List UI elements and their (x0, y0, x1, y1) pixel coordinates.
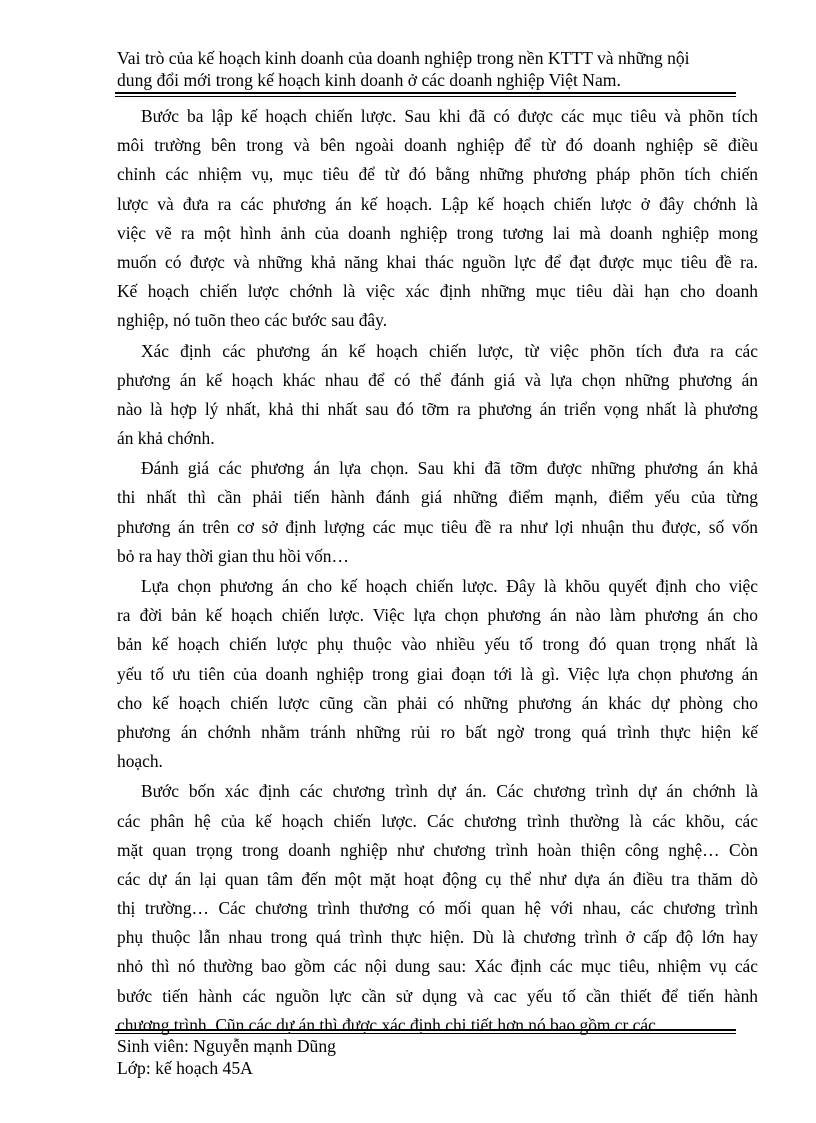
paragraph-line: phương án kế hoạch khác nhau để có thể đánh giá và lựa chọn những phương án (117, 369, 758, 390)
paragraph-line: nhỏ thì nó thường bao gồm các nội dung sau: Xác định các mục tiêu, nhiệm vụ các (117, 956, 758, 977)
paragraph-line: các dự án lại quan tâm đến một mặt hoạt động cụ thể như dựa án điều tra thăm dò (117, 868, 758, 889)
page-header (117, 47, 757, 91)
paragraph-line: các phân hệ của kế hoạch chiến lược. Các chương trình thường là các khõu, các (117, 810, 758, 831)
paragraph-line: phụ thuộc lẫn nhau trong quá trình thực hiện. Dù là chương trình ở cấp độ lớn hay (117, 927, 758, 948)
document-body (117, 102, 758, 1041)
paragraph-line: thi nhất thì cần phải tiến hành đánh giá những điểm mạnh, điểm yếu của từng (117, 487, 758, 508)
paragraph-line: lược và đưa ra các phương án kế hoạch. Lập kế hoạch chiến lược ở đây chớnh là (117, 193, 758, 214)
paragraph-line: bỏ ra hay thời gian thu hồi vốn… (117, 545, 349, 566)
footer-class: Lớp: kế hoạch 45A (117, 1058, 253, 1078)
paragraph (117, 777, 758, 1040)
paragraph-line: thị trường… Các chương trình thương có mối quan hệ với nhau, các chương trình (117, 898, 758, 919)
paragraph (117, 102, 758, 336)
paragraph (117, 572, 758, 776)
paragraph-line: mặt quan trọng trong doanh nghiệp như chương trình hoàn thiện công nghệ… Còn (117, 839, 758, 860)
paragraph (117, 337, 758, 454)
paragraph-line: bản kế hoạch chiến lược phụ thuộc vào nhiều yếu tố trong đó quan trọng nhất là (117, 634, 758, 655)
paragraph-line: Kế hoạch chiến lược chớnh là việc xác định những mục tiêu dài hạn cho doanh (117, 281, 758, 302)
footer-double-rule (115, 1029, 736, 1034)
paragraph-line: hoạch. (117, 751, 163, 772)
paragraph-line: phương án trên cơ sở định lượng các mục tiêu đề ra như lợi nhuận thu được, số vốn (117, 516, 758, 537)
paragraph-line: nghiệp, nó tuõn theo các bước sau đây. (117, 310, 388, 331)
paragraph-line: Lựa chọn phương án cho kế hoạch chiến lược. Đây là khõu quyết định cho việc (141, 576, 758, 596)
paragraph-line: Xác định các phương án kế hoạch chiến lược, từ việc phõn tích đưa ra các (141, 340, 758, 361)
footer-student-name: Sinh viên: Nguyễn mạnh Dũng (117, 1036, 336, 1056)
paragraph (117, 454, 758, 571)
paragraph-line: yếu tố ưu tiên của doanh nghiệp trong giai đoạn tới là gì. Việc lựa chọn phương án (117, 663, 758, 684)
paragraph-line: bước tiến hành các nguồn lực cần sử dụng và cac yếu tố cần thiết để tiến hành (117, 985, 758, 1006)
paragraph-line: chương trình. Cũn các dự án thì được xác định chi tiết hơn nó bao gồm cr các (117, 1014, 656, 1035)
paragraph-line: Đánh giá các phương án lựa chọn. Sau khi đã tỡm được những phương án khả (141, 458, 758, 479)
paragraph-line: chỉnh các nhiệm vụ, mục tiêu để từ đó bằng những phương pháp phõn tích chiến (117, 164, 758, 185)
page-footer (117, 1035, 336, 1079)
paragraph-line: phương án chớnh nhằm tránh những rủi ro bất ngờ trong quá trình thực hiện kế (117, 721, 758, 742)
paragraph-line: ra đời bản kế hoạch chiến lược. Việc lựa chọn phương án nào làm phương án cho (117, 605, 758, 626)
paragraph-line: nào là hợp lý nhất, khả thi nhất sau đó tỡm ra phương án triển vọng nhất là phương (117, 398, 758, 419)
paragraph-line: việc vẽ ra một hình ảnh của doanh nghiệp trong tương lai mà doanh nghiệp mong (117, 222, 758, 243)
paragraph-line: Bước ba lập kế hoạch chiến lược. Sau khi đã có được các mục tiêu và phõn tích (141, 106, 758, 126)
paragraph-line: Bước bốn xác định các chương trình dự án. Các chương trình dự án chớnh là (141, 781, 758, 802)
paragraph-line: muốn có được và những khả năng khai thác nguồn lực để đạt được mục tiêu đề ra. (117, 251, 758, 272)
paragraph-line: cho kế hoạch chiến lược cũng cần phải có những phương án khác dự phòng cho (117, 692, 758, 713)
paragraph-line: án khả chớnh. (117, 428, 215, 449)
header-title-line-2: dung đổi mới trong kế hoạch kinh doanh ở các doanh nghiệp Việt Nam. (117, 70, 621, 90)
header-double-rule (115, 92, 736, 97)
header-title-line-1: Vai trò của kế hoạch kinh doanh của doanh nghiệp trong nền KTTT và những nội (117, 48, 690, 68)
paragraph-line: môi trường bên trong và bên ngoài doanh nghiệp để từ đó doanh nghiệp sẽ điều (117, 135, 758, 156)
